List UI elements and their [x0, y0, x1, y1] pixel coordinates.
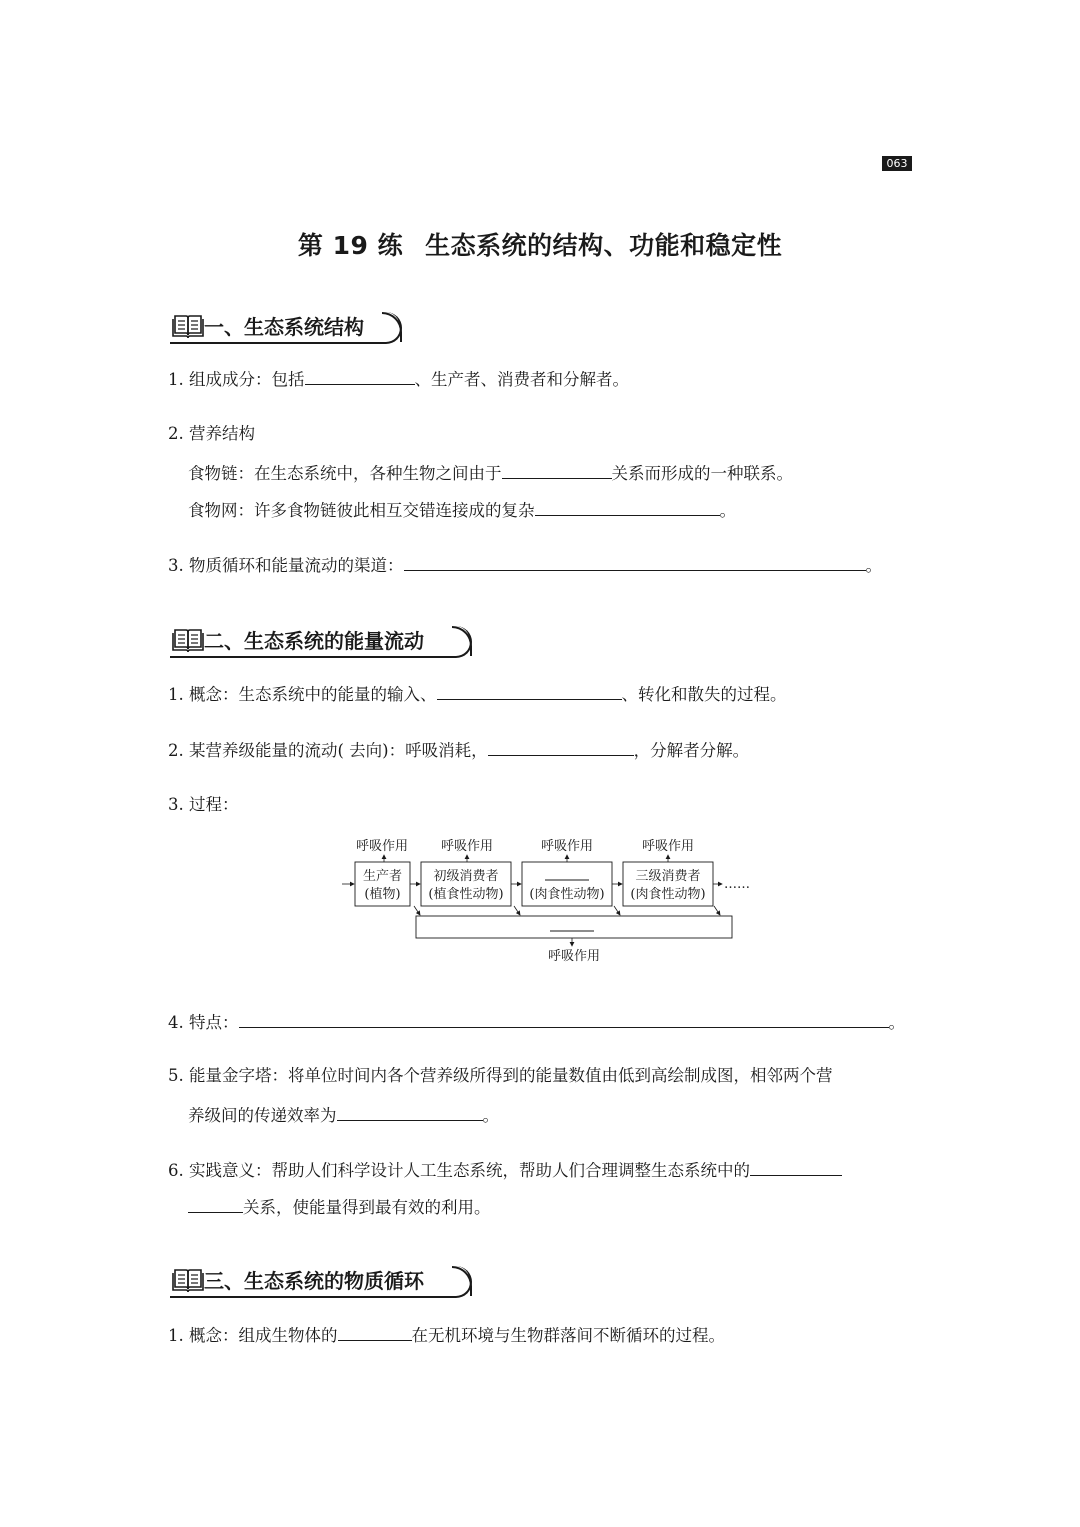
answer-blank[interactable] — [305, 366, 415, 385]
section-2-title: 二、生态系统的能量流动 — [204, 629, 424, 653]
answer-blank[interactable] — [502, 460, 612, 479]
book-icon — [172, 313, 204, 339]
book-icon — [172, 627, 204, 653]
s1-food-web: 食物网：许多食物链彼此相互交错连接成的复杂 。 — [188, 497, 736, 523]
page-title — [0, 226, 1080, 262]
box-line1: 生产者 — [362, 869, 403, 884]
answer-blank[interactable] — [535, 497, 720, 516]
answer-blank[interactable] — [337, 1102, 483, 1121]
s2-item-2: 2. 某营养级能量的流动( 去向)：呼吸消耗， ，分解者分解。 — [168, 737, 749, 763]
book-icon — [172, 1267, 204, 1293]
s2-item-5-line2: 养级间的传递效率为 。 — [188, 1102, 499, 1128]
decomposer-box — [416, 916, 732, 938]
answer-blank[interactable] — [437, 681, 622, 700]
section-1-title: 一、生态系统结构 — [204, 315, 364, 339]
box-line2: (植物) — [364, 887, 401, 902]
respiration-label: 呼吸作用 — [355, 839, 409, 854]
s3-item-1: 1. 概念：组成生物体的 在无机环境与生物群落间不断循环的过程。 — [168, 1322, 725, 1348]
s1-item-3: 3. 物质循环和能量流动的渠道： 。 — [168, 552, 882, 578]
box-line2: (肉食性动物) — [529, 887, 605, 902]
s1-item-2-heading: 2. 营养结构 — [168, 424, 255, 443]
answer-blank[interactable] — [404, 552, 866, 571]
s1-food-chain: 食物链：在生态系统中，各种生物之间由于 关系而形成的一种联系。 — [188, 460, 793, 486]
s2-item-6-line1: 6. 实践意义：帮助人们科学设计人工生态系统，帮助人们合理调整生态系统中的 — [168, 1157, 842, 1183]
answer-blank[interactable] — [488, 737, 634, 756]
energy-flow-diagram — [338, 834, 758, 969]
respiration-label: 呼吸作用 — [641, 839, 695, 854]
ellipsis: …… — [724, 877, 750, 892]
answer-blank[interactable] — [750, 1157, 842, 1176]
section-3-title: 三、生态系统的物质循环 — [204, 1269, 424, 1293]
page-number: 063 — [882, 156, 912, 171]
s2-item-4: 4. 特点： 。 — [168, 1009, 905, 1035]
title-prefix: 第 19 练 — [297, 231, 404, 260]
box-line1: 三级消费者 — [635, 869, 701, 884]
s2-item-6-line2: 关系，使能量得到最有效的利用。 — [188, 1194, 491, 1220]
s2-item-3: 3. 过程： — [168, 795, 239, 814]
respiration-label: 呼吸作用 — [440, 839, 494, 854]
s1-item-1: 1. 组成成分：包括 、生产者、消费者和分解者。 — [168, 366, 629, 392]
title-text: 生态系统的结构、功能和稳定性 — [425, 231, 783, 260]
respiration-label: 呼吸作用 — [547, 949, 601, 964]
s2-item-1: 1. 概念：生态系统中的能量的输入、 、转化和散失的过程。 — [168, 681, 787, 707]
respiration-label: 呼吸作用 — [540, 839, 594, 854]
s2-item-5-line1: 5. 能量金字塔：将单位时间内各个营养级所得到的能量数值由低到高绘制成图，相邻两个营 — [168, 1066, 833, 1085]
box-line1: 初级消费者 — [433, 869, 499, 884]
answer-blank[interactable] — [239, 1009, 889, 1028]
answer-blank[interactable] — [338, 1322, 412, 1341]
box-line2: (植食性动物) — [428, 887, 504, 902]
answer-blank[interactable] — [188, 1194, 243, 1213]
box-line2: (肉食性动物) — [630, 887, 706, 902]
